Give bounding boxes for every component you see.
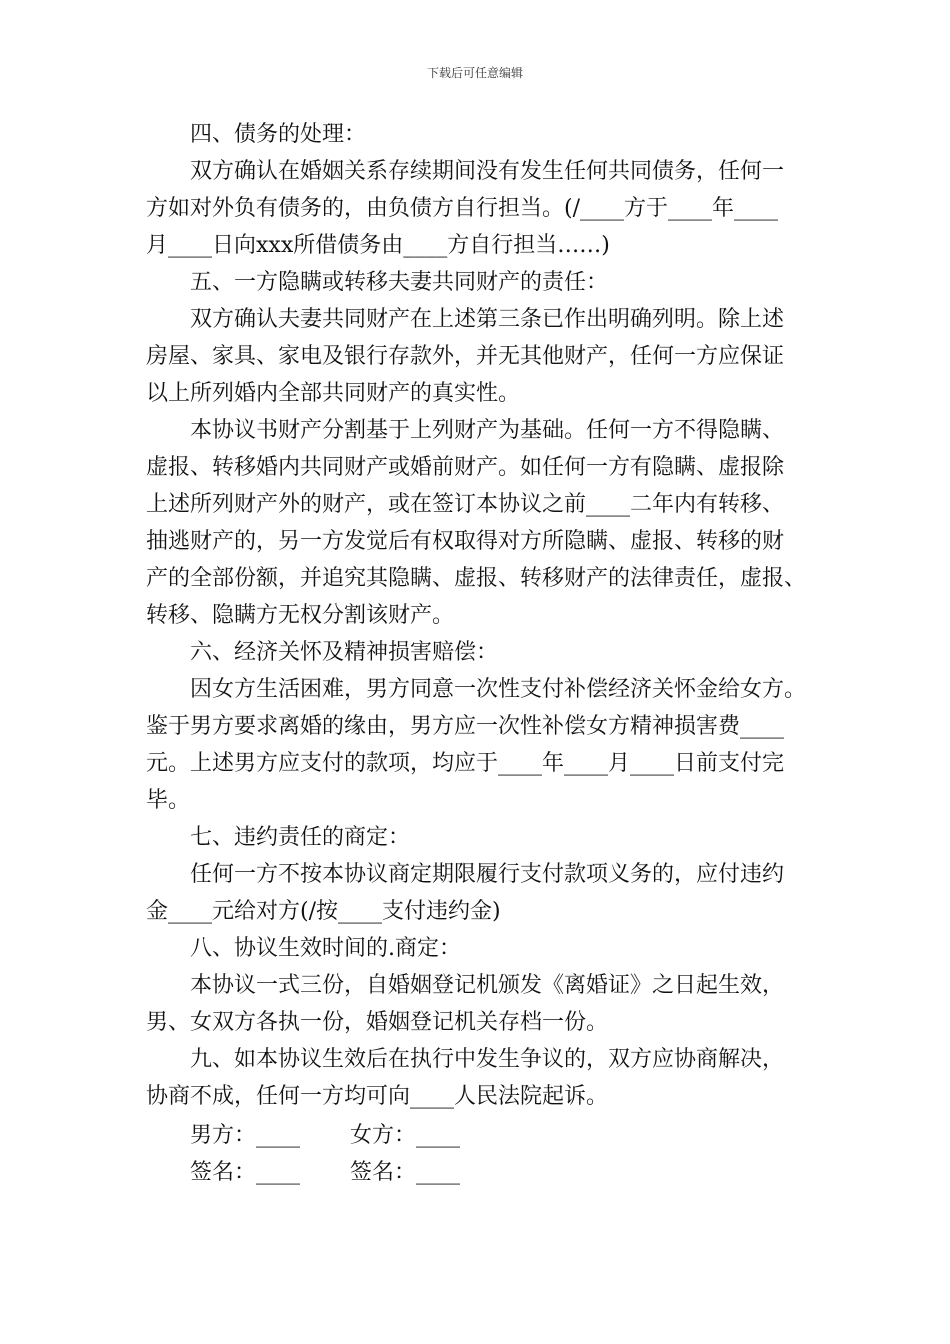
paragraph-line: 毕。 [146,788,191,813]
paragraph-line: 双方确认夫妻共同财产在上述第三条已作出明确列明。除上述 [190,307,785,332]
paragraph-line: 元。上述男方应支付的款项，均应于____年____月____日前支付完 [146,751,785,776]
document-body [146,116,836,1115]
paragraph-line: 双方确认在婚姻关系存续期间没有发生任何共同债务，任何一 [190,159,785,184]
paragraph-line: 因女方生活困难，男方同意一次性支付补偿经济关怀金给女方。 [190,677,807,702]
page-header: 下载后可任意编辑 [426,66,523,80]
section-heading-dispute: 九、如本协议生效后在执行中发生争议的，双方应协商解决， [190,1047,785,1072]
paragraph-line: 上述所列财产外的财产，或在签订本协议之前____二年内有转移、 [146,492,785,517]
section-heading-concealment: 五、一方隐瞒或转移夫妻共同财产的责任： [190,270,609,295]
paragraph-line: 抽逃财产的，另一方发觉后有权取得对方所隐瞒、虚报、转移的财 [146,529,785,554]
paragraph-line: 本协议书财产分割基于上列财产为基础。任何一方不得隐瞒、 [190,418,785,443]
paragraph-line: 以上所列婚内全部共同财产的真实性。 [146,381,521,406]
paragraph-line: 金____元给对方(/按____支付违约金) [146,899,501,924]
paragraph-line: 男、女双方各执一份，婚姻登记机关存档一份。 [146,1010,609,1035]
section-heading-debts: 四、债务的处理： [190,122,367,147]
female-signature-field: 签名：____ [350,1160,461,1185]
female-party-field: 女方：____ [350,1123,461,1148]
paragraph-line: 任何一方不按本协议商定期限履行支付款项义务的，应付违约 [190,862,785,887]
paragraph-line: 鉴于男方要求离婚的缘由，男方应一次性补偿女方精神损害费____ [146,714,785,739]
paragraph-line: 月____日向xxx所借债务由____方自行担当……) [146,233,610,258]
paragraph-line: 本协议一式三份，自婚姻登记机颁发《离婚证》之日起生效， [190,973,785,998]
section-heading-compensation: 六、经济关怀及精神损害赔偿： [190,640,499,665]
paragraph-line: 产的全部份额，并追究其隐瞒、虚报、转移财产的法律责任，虚报、 [146,566,807,591]
paragraph-line: 转移、隐瞒方无权分割该财产。 [146,603,455,628]
paragraph-line: 虚报、转移婚内共同财产或婚前财产。如任何一方有隐瞒、虚报除 [146,455,785,480]
paragraph-line: 协商不成，任何一方均可向____人民法院起诉。 [146,1084,609,1109]
male-signature-field: 签名：____ [190,1160,301,1185]
section-heading-breach: 七、违约责任的商定： [190,825,411,850]
paragraph-line: 方如对外负有债务的，由负债方自行担当。(/____方于____年____ [146,196,778,221]
male-party-field: 男方：____ [190,1123,301,1148]
paragraph-line: 房屋、家具、家电及银行存款外，并无其他财产，任何一方应保证 [146,344,785,369]
section-heading-effective: 八、协议生效时间的.商定： [190,936,461,961]
